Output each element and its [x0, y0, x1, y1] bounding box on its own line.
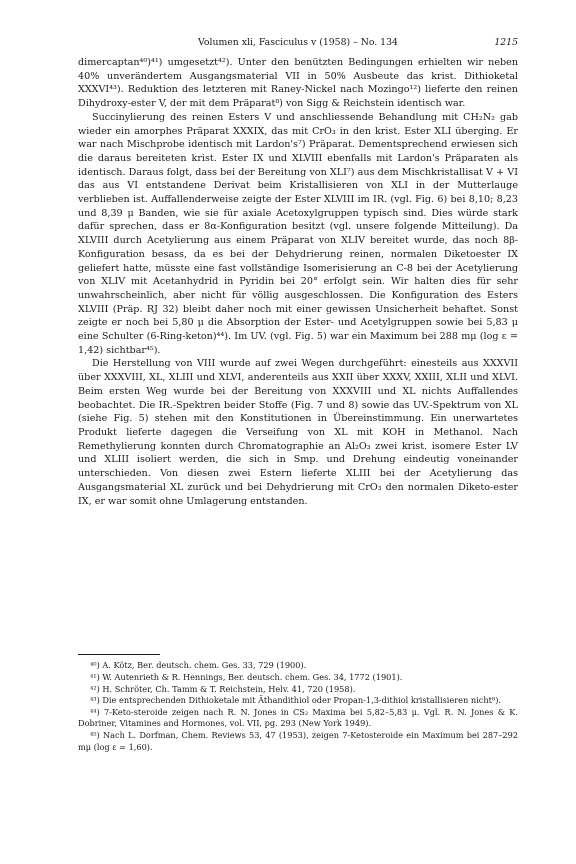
paragraph-1: dimercaptan⁴⁰)⁴¹) umgesetzt⁴²). Unter den benützten Bedingungen erhielten wir neben 40% unverändertem Ausgangsmaterial VII in 50% Ausbeute das krist. Dithioketal XXXVI⁴³). Reduktion des letzteren mit Raney-Nickel nach Mozingo¹²) lieferte den reinen Dihydroxy-ester V, der mit dem Präparat⁸) von Sigg & Reichstein identisch war.	[78, 57, 518, 110]
paragraph-2: Succinylierung des reinen Esters V und anschliessende Behandlung mit CH₂N₂ gab wieder ein amorphes Präparat XXXIX, das mit CrO₃ in den krist. Ester XLI überging. Er war nach Mischprobe identisch mit Lardon's⁷) Präparat. Dementsprechend erwiesen sich die daraus bereiteten krist. Ester IX und XLVIII ebenfalls mit Lardon's Präparaten als identisch. Daraus folgt, dass bei der Bereitung von XLI⁷) aus dem Mischkristallisat V + VI das aus VI entstandene Derivat beim Kristallisieren von XLI in der Mutterlauge verblieben ist. Auffallenderweise zeigte der Ester XLVIII im IR. (vgl. Fig. 6) bei 8,10; 8,23 und 8,39 μ Banden, wie sie für axiale Acetoxylgruppen typisch sind. Dies würde stark dafür sprechen, dass er 8α-Konfiguration besitzt (vgl. unsere folgende Mitteilung). Da XLVIII durch Acetylierung aus einem Präparat von XLIV bereitet wurde, das noch 8β-Konfiguration besass, da es bei der Dehydrierung reinen, normalen Diketoester IX geliefert hatte, müsste eine fast vollständige Isomerisierung an C-8 bei der Acetylierung von XLIV mit Acetanhydrid in Pyridin bei 20° erfolgt sein. Wir halten dies für sehr unwahrscheinlich, aber nicht für völlig ausgeschlossen. Die Konfiguration des Esters XLVIII (Präp. RJ 32) bleibt daher noch mit einer gewissen Unsicherheit behaftet. Sonst zeigte er noch bei 5,80 μ die Absorption der Ester- und Acetylgruppen sowie bei 5,83 μ eine Schulter (6-Ring-keton)⁴⁴). Im UV. (vgl. Fig. 5) war ein Maximum bei 288 mμ (log ε = 1,42) sichtbar⁴⁵).	[78, 111, 518, 356]
footnote-44: ⁴⁴) 7-Keto-steroide zeigen nach R. N. Jones in CS₂ Maxima bei 5,82–5,83 μ. Vgl. R. N. Jones & K. Dobriner, Vitamines and Hormones, vol. VII, pg. 293 (New York 1949).	[78, 707, 518, 729]
paragraph-3: Die Herstellung von VIII wurde auf zwei Wegen durchgeführt: einesteils aus XXXVII über XXXVIII, XL, XLIII und XLVI, anderenteils aus XXII über XXXV, XXIII, XLII und XLVI. Beim ersten Weg wurde bei der Bereitung von XXXVIII und XL nichts Auffallendes beobachtet. Die IR.-Spektren beider Stoffe (Fig. 7 und 8) sowie das UV.-Spektrum von XL (siehe Fig. 5) stehen mit den Konstitutionen in Übereinstimmung. Ein unerwartetes Produkt lieferte dagegen die Verseifung von XL mit KOH in Methanol. Nach Remethylierung konnten durch Chromatographie an Al₂O₃ zwei krist. isomere Ester LV und XLIII isoliert werden, die sich in Smp. und Drehung eindeutig voneinander unterschieden. Von diesen zwei Estern lieferte XLIII bei der Acetylierung das Ausgangsmaterial XL zurück und bei Dehydrierung mit CrO₃ den normalen Diketo-ester IX, er war somit ohne Umlagerung entstanden.	[78, 358, 518, 507]
running-title: Volumen xli, Fasciculus v (1958) – No. 134	[198, 37, 398, 48]
footnote-41: ⁴¹) W. Autenrieth & R. Hennings, Ber. deutsch. chem. Ges. 34, 1772 (1901).	[90, 671, 403, 682]
footnotes	[78, 660, 518, 753]
footnote-divider	[78, 654, 160, 655]
main-text	[78, 56, 518, 508]
page-number: 1215	[494, 37, 518, 48]
running-header	[78, 37, 518, 51]
footnote-45: ⁴⁵) Nach L. Dorfman, Chem. Reviews 53, 47 (1953), zeigen 7-Ketosteroide ein Maximum bei 287–292 mμ (log ε = 1,60).	[78, 730, 518, 752]
footnote-42: ⁴²) H. Schröter, Ch. Tamm & T. Reichstein, Helv. 41, 720 (1958).	[90, 683, 356, 694]
footnote-43: ⁴³) Die entsprechenden Dithioketale mit Äthandithiol oder Propan-1,3-dithiol kristallisieren nicht⁸).	[90, 695, 502, 706]
footnote-40: ⁴⁰) A. Kötz, Ber. deutsch. chem. Ges. 33, 729 (1900).	[90, 660, 307, 670]
